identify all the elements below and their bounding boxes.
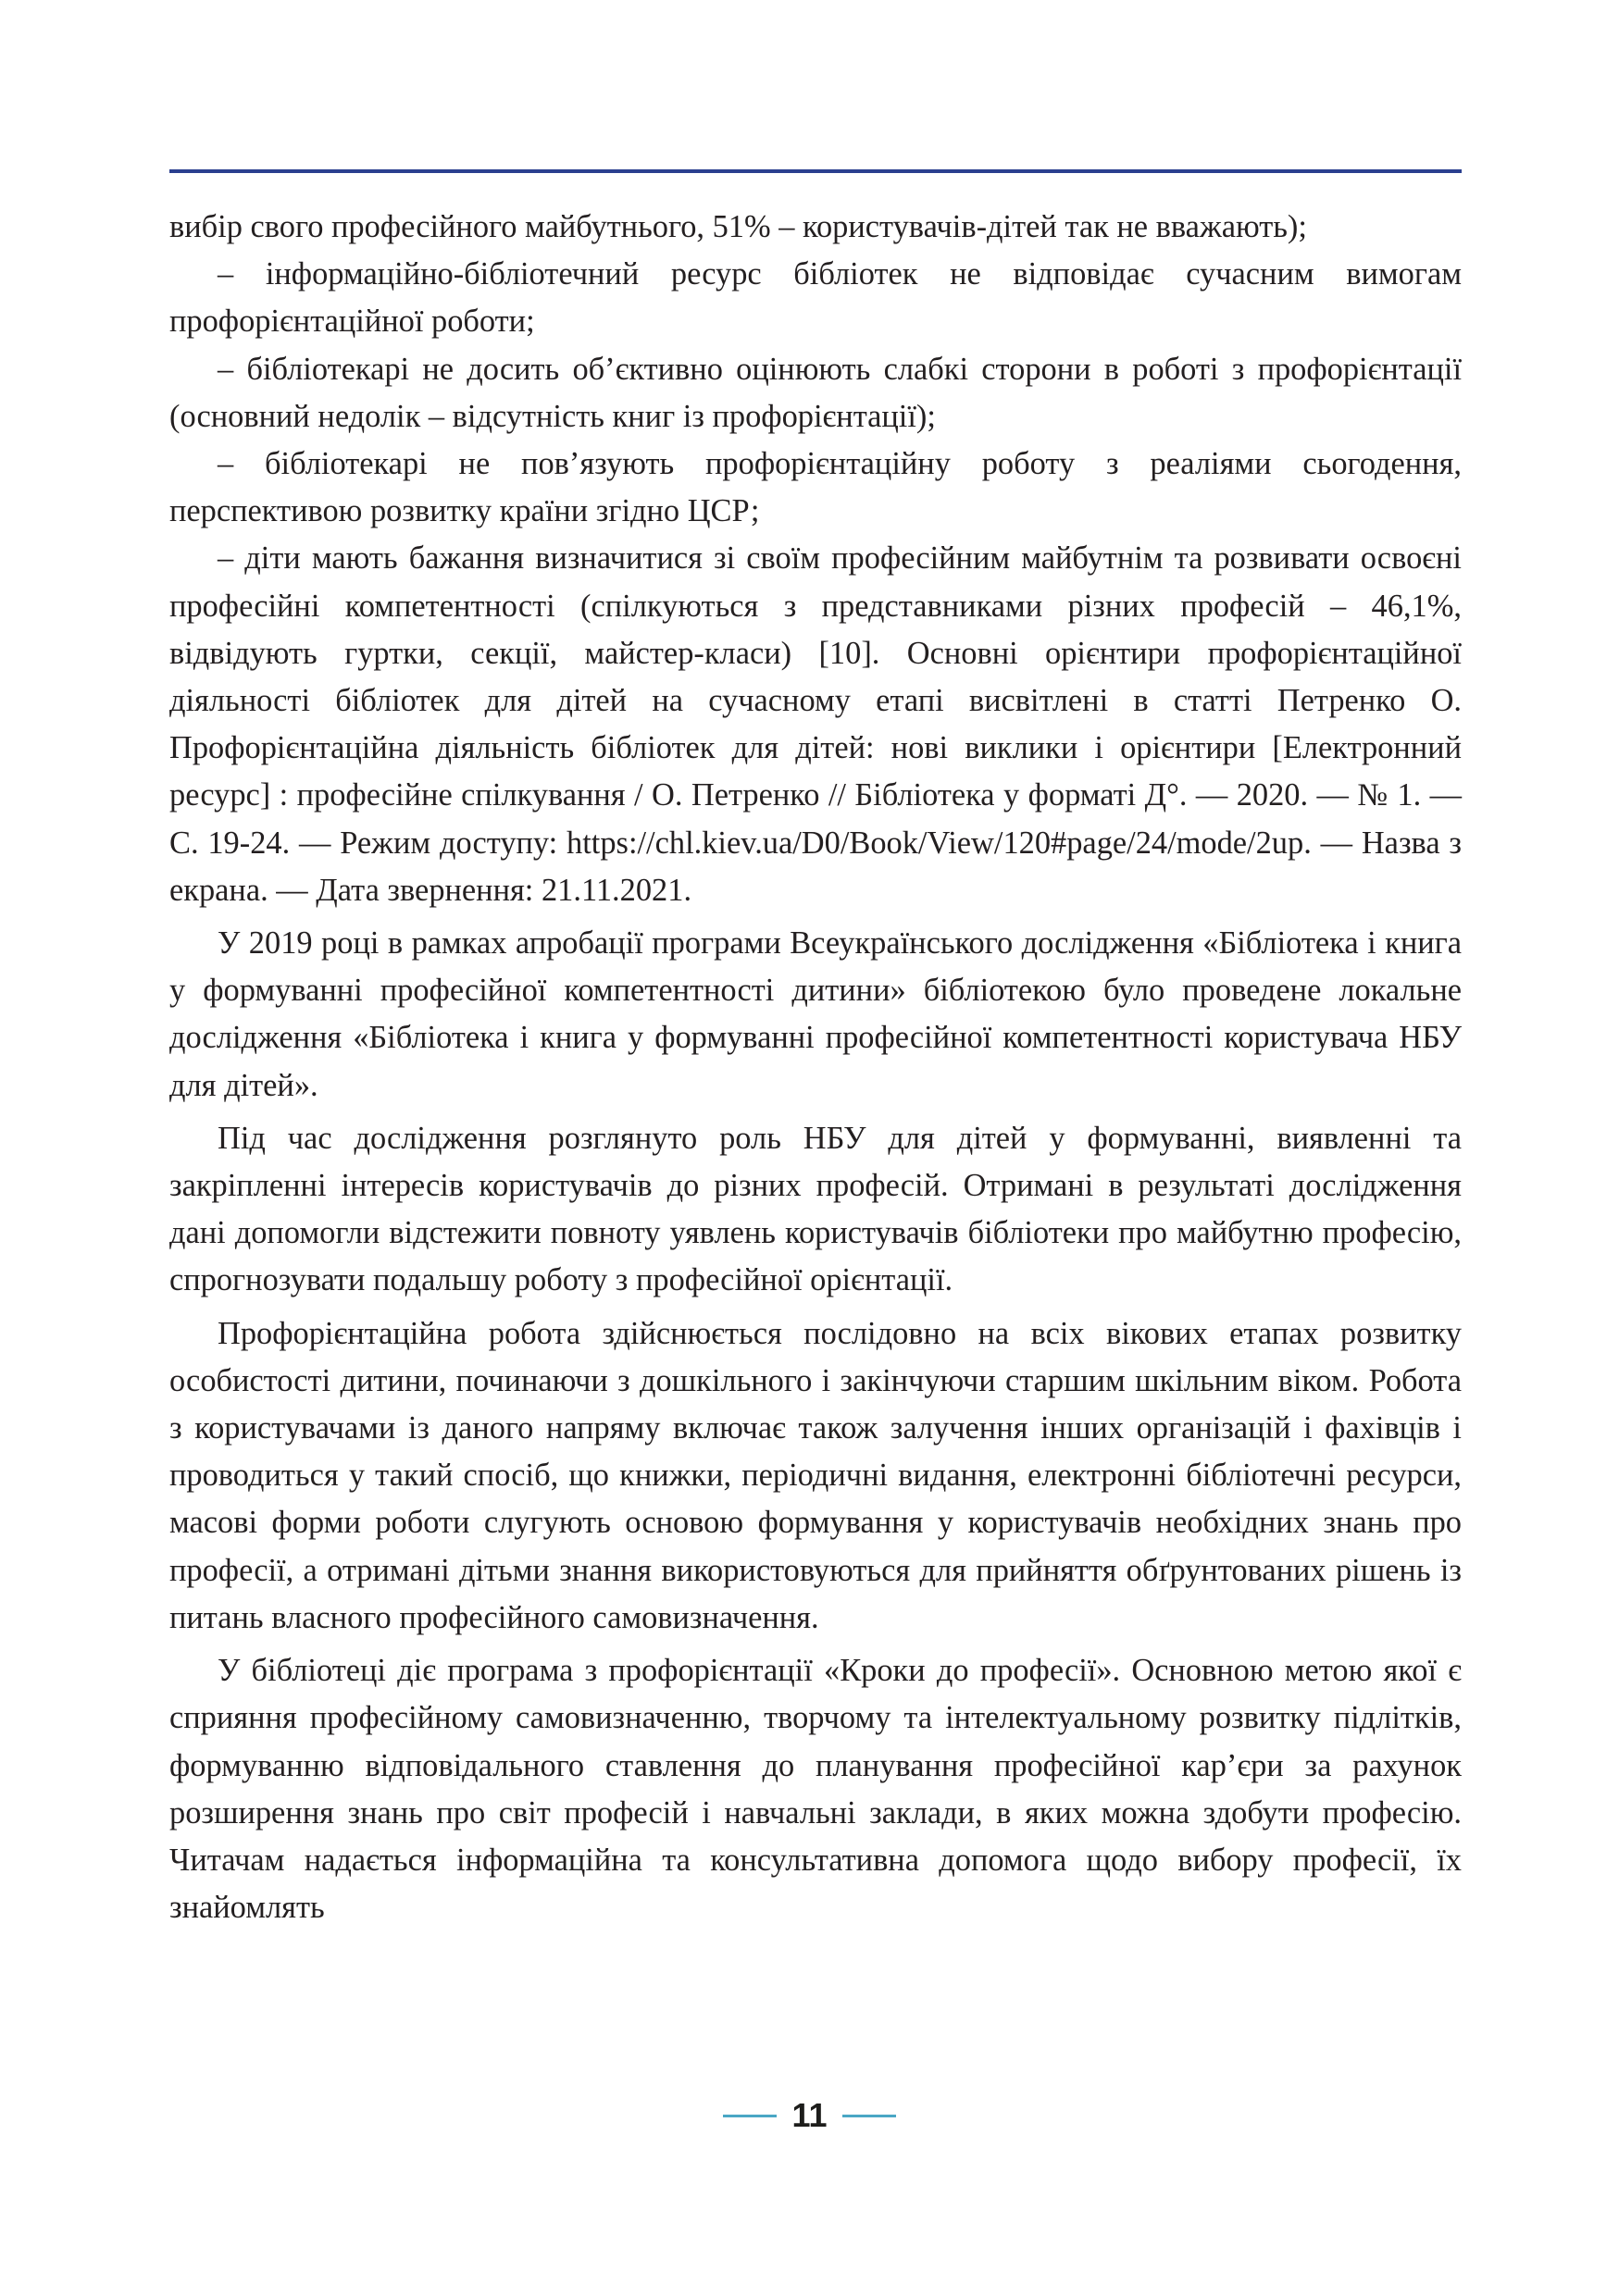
footer-dash-left bbox=[723, 2115, 777, 2117]
paragraph-research-2019: У 2019 році в рамках апробації програми Всеукраїнського дослідження «Бібліотека і книга у формуванні професійної компетентності дитини» бібліотекою було проведене локальне дослідження «Бібліотека і книга у формуванні професійної компетентності користувача НБУ для дітей». bbox=[169, 925, 1462, 1103]
paragraph-career-work: Профорієнтаційна робота здійснюється послідовно на всіх вікових етапах розвитку особистості дитини, починаючи з дошкільного і закінчуючи старшим шкільним віком. Робота з користувачами із даного напряму включає також залучення інших організацій і фахівців і проводиться у такий спосіб, що книжки, періодичні видання, електронні бібліотечні ресурси, масові форми роботи слугують основою формування у користувачів необхідних знань про професії, а отримані дітьми знання використовуються для прийняття обґрунтованих рішень із питань власного професійного самовизначення. bbox=[169, 1315, 1462, 1635]
header-rule bbox=[169, 169, 1462, 173]
paragraph-research-role: Під час дослідження розглянуто роль НБУ для дітей у формуванні, виявленні та закріпленні інтересів користувачів до різних професій. Отримані в результаті дослідження дані допомогли відстежити повноту уявлень користувачів бібліотеки про майбутню професію, спрогнозувати подальшу роботу з професійної орієнтації. bbox=[169, 1120, 1462, 1298]
page-body bbox=[169, 204, 1462, 1931]
paragraph-continuation: вибір свого професійного майбутнього, 51% – користувачів-дітей так не вважають); bbox=[169, 209, 1307, 244]
paragraph-program: У бібліотеці діє програма з профорієнтації «Кроки до професії». Основною метою якої є сприяння професійному самовизначенню, творчому та інтелектуальному розвитку підлітків, формуванню відповідального ставлення до планування професійної кар’єри за рахунок розширення знань про світ професій і навчальні заклади, в яких можна здобути професію. Читачам надається інформаційна та консультативна допомога щодо вибору професії, їх знайомлять bbox=[169, 1653, 1462, 1926]
footer-dash-right bbox=[842, 2115, 896, 2117]
list-item-weaknesses: – бібліотекарі не досить об’єктивно оцінюють слабкі сторони в роботі з профорієнтації (основний недолік – відсутність книг із профорієнтації); bbox=[169, 351, 1462, 434]
list-item-resource: – інформаційно-бібліотечний ресурс бібліотек не відповідає сучасним вимогам профорієнтаційної роботи; bbox=[169, 256, 1462, 340]
page-footer bbox=[0, 2097, 1619, 2134]
page-number: 11 bbox=[791, 2096, 828, 2134]
list-item-children-wish: – діти мають бажання визначитися зі своїм професійним майбутнім та розвивати освоєні професійні компетентності (спілкуються з представниками різних професій – 46,1%, відвідують гуртки, секції, майстер-класи) [10]. Основні орієнтири профорієнтаційної діяльності бібліотек для дітей на сучасному етапі висвітлені в статті Петренко О. Профорієнтаційна діяльність бібліотек для дітей: нові виклики і орієнтири [Електронний ресурс] : професійне спілкування / О. Петренко // Бібліотека у форматі Д°. — 2020. — № 1. — С. 19-24. — Режим доступу: https://chl.kiev.ua/D0/Book/View/120#page/24/mode/2up. — Назва з екрана. — Дата звернення: 21.11.2021. bbox=[169, 540, 1462, 908]
list-item-realities: – бібліотекарі не пов’язують профорієнтаційну роботу з реаліями сьогодення, перспективою розвитку країни згідно ЦСР; bbox=[169, 446, 1462, 529]
